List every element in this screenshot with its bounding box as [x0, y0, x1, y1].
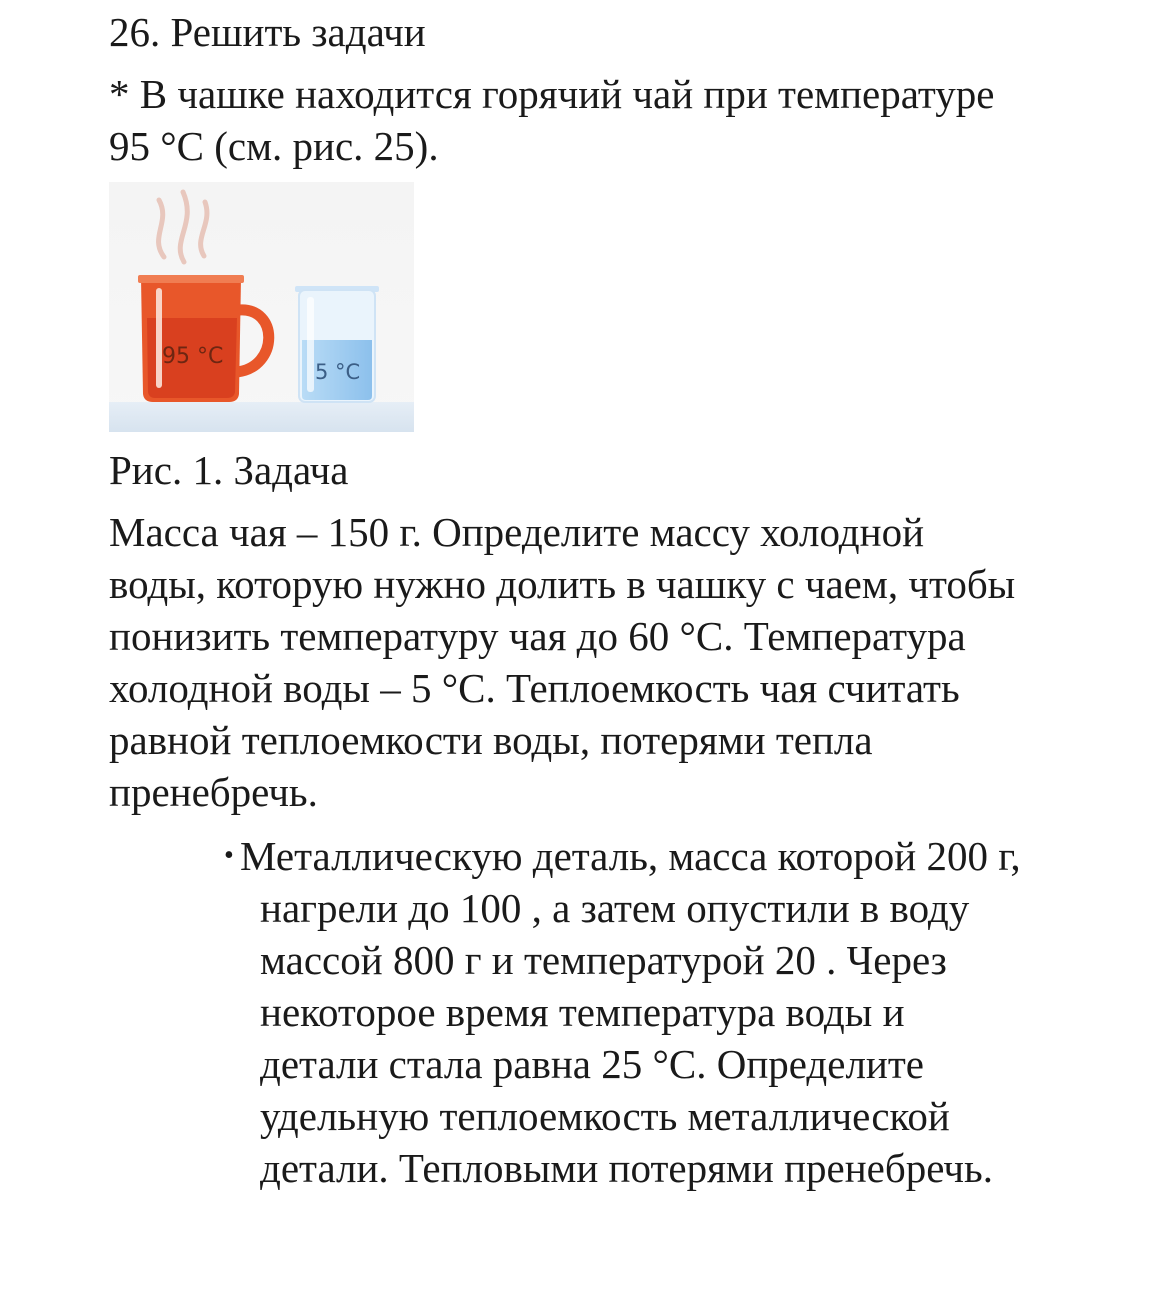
task1-body-line-2: воды, которую нужно долить в чашку с чаем, чтобы: [109, 561, 1016, 607]
beaker-highlight: [307, 297, 314, 392]
figure-tea-and-water: [109, 182, 414, 432]
beaker-temperature-label: 5 °C: [315, 360, 361, 384]
table-surface: [109, 402, 414, 432]
task2-line-7: детали. Тепловыми потерями пренебречь.: [260, 1145, 993, 1191]
task2-line-4: некоторое время температура воды и: [260, 989, 905, 1035]
task2-line-1: Металлическую деталь, масса которой 200 г,: [240, 833, 1021, 879]
task1-intro-line-1: * В чашке находится горячий чай при температуре: [109, 71, 995, 117]
mug-rim: [138, 275, 244, 283]
mug-temperature-label: 95 °C: [162, 344, 224, 369]
task2-line-5: детали стала равна 25 °С. Определите: [260, 1041, 924, 1087]
task2-line-3: массой 800 г и температурой 20 . Через: [260, 937, 947, 983]
task2-line-6: удельную теплоемкость металлической: [260, 1093, 950, 1139]
bullet-icon: •: [224, 840, 234, 871]
task1-body-line-6: пренебречь.: [109, 769, 318, 815]
figure-illustration: [109, 182, 414, 432]
task1-body-line-5: равной теплоемкости воды, потерями тепла: [109, 717, 873, 763]
task1-body-line-3: понизить температуру чая до 60 °С. Температура: [109, 613, 966, 659]
figure-caption: Рис. 1. Задача: [109, 447, 349, 493]
task2-line-2: нагрели до 100 , а затем опустили в воду: [260, 885, 970, 931]
task1-body-line-4: холодной воды – 5 °С. Теплоемкость чая считать: [109, 665, 960, 711]
task1-body-line-1: Масса чая – 150 г. Определите массу холодной: [109, 509, 925, 555]
task1-intro-line-2: 95 °С (см. рис. 25).: [109, 123, 439, 169]
mug-thermometer: [156, 288, 162, 388]
page-title: 26. Решить задачи: [109, 9, 426, 55]
